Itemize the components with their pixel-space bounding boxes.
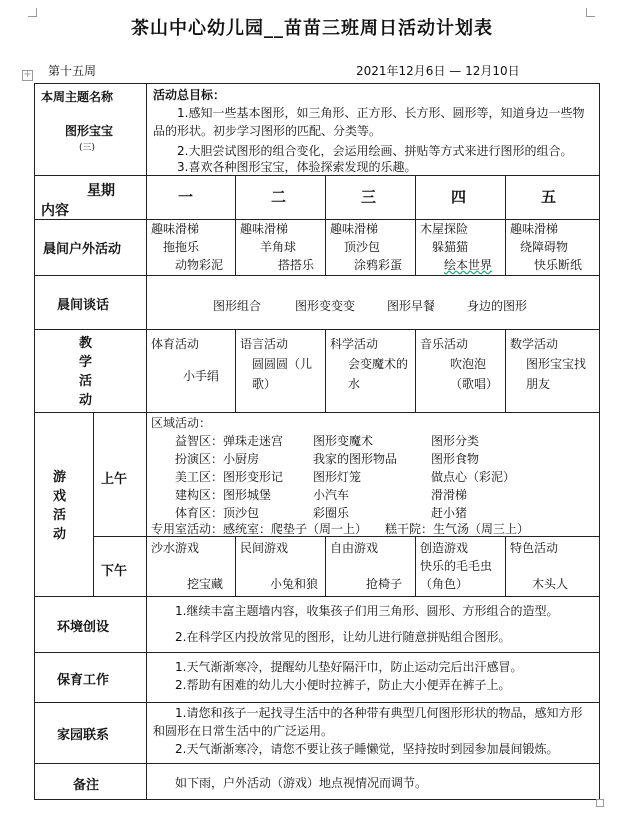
table-resize-handle[interactable] (596, 799, 604, 807)
game-label: 游 戏 活 动 (53, 470, 67, 542)
game-pm-fri: 特色活动 木头人 (510, 541, 569, 591)
theme-name: 图形宝宝 (65, 124, 114, 138)
morning-outdoor-label: 晨间户外活动 (43, 242, 122, 257)
home-contact-label: 家园联系 (57, 728, 110, 743)
outdoor-wed: 趣味滑梯 顶沙包 涂鸦彩蛋 (330, 222, 403, 272)
care-item-1: 1.天气渐渐寒冷，提醒幼儿垫好隔汗巾，防止运动完后出汗感冒。 (175, 660, 523, 674)
teaching-tue: 语言活动 圆圆圆（儿歌） (240, 337, 313, 391)
day-friday: 五 (541, 188, 557, 206)
special-room-activities: 专用室活动：感统室：爬垫子（周一上） 糕干院：生气汤（周三上） (151, 522, 530, 536)
teaching-fri: 数学活动 图形宝宝找朋友 (510, 337, 587, 391)
talk-topic-3: 图形早餐 (387, 299, 436, 313)
weekday-label: 星期 (87, 183, 115, 199)
morning-talk-label: 晨间谈话 (57, 298, 110, 313)
table-move-handle-icon[interactable]: + (23, 69, 32, 80)
weekly-plan-table (34, 83, 600, 800)
day-tuesday: 二 (271, 188, 287, 206)
outdoor-tue: 趣味滑梯 羊角球 搭搭乐 (240, 222, 315, 272)
theme-sub: (三) (79, 143, 96, 153)
teaching-label: 教 学 活 动 (79, 336, 93, 408)
goals-label: 活动总目标： (153, 88, 226, 102)
day-wednesday: 三 (361, 188, 377, 206)
teaching-wed: 科学活动 会变魔术的水 (330, 337, 409, 391)
game-pm-tue: 民间游戏 小兔和狼 (240, 541, 319, 591)
remark-label: 备注 (73, 778, 100, 793)
teaching-mon: 体育活动 小手绢 (151, 337, 220, 383)
outdoor-fri: 趣味滑梯 绕障碍物 快乐断纸 (510, 222, 583, 272)
care-item-2: 2.帮助有困难的幼儿大小便时拉裤子，防止大小便弄在裤子上。 (175, 678, 511, 692)
talk-topic-1: 图形组合 (213, 299, 262, 313)
talk-topic-2: 图形变变变 (295, 299, 356, 313)
area-activities: 益智区：弹珠走迷宫 图形变魔术 图形分类 扮演区：小厨房 我家的图形物品 图形食物 美工区：图形变形记 图形灯笼 做点心（彩泥） 建构区：图形城堡 小汽车 滑滑梯 体育区：顶沙包 彩圈乐 赶小猪 (175, 434, 516, 520)
day-thursday: 四 (451, 188, 467, 206)
remark-text: 如下雨，户外活动（游戏）地点视情况而调节。 (175, 776, 428, 790)
game-pm-thu: 创造游戏 快乐的毛毛虫（角色） (420, 541, 493, 591)
area-activities-title: 区域活动： (151, 416, 212, 430)
home-item-2: 2.天气渐渐寒冷，请您不要让孩子睡懒觉，坚持按时到园参加晨间锻炼。 (175, 742, 559, 756)
date-range: 2021年12月6日 — 12月10日 (356, 64, 520, 78)
environment-item-1: 1.继续丰富主题墙内容，收集孩子们用三角形、圆形、方形组合的造型。 (175, 604, 559, 618)
game-pm-wed: 自由游戏 抢椅子 (330, 541, 403, 591)
theme-label: 本周主题名称 (41, 90, 114, 104)
game-pm-label: 下午 (101, 564, 128, 579)
day-monday: 一 (178, 188, 194, 206)
care-label: 保育工作 (57, 673, 110, 688)
home-item-1: 1.请您和孩子一起找寻生活中的各种带有典型几何图形形状的物品，感知方形和圆形在日常生活中的广泛运用。 (153, 706, 583, 738)
game-pm-mon: 沙水游戏 挖宝藏 (151, 541, 224, 591)
game-am-label: 上午 (101, 472, 128, 487)
goal-item-1: 1.感知一些基本图形，如三角形、正方形、长方形、圆形等，知道身边一些物品的形状。初步学习图形的匹配、分类等。 (153, 106, 585, 138)
content-label: 内容 (41, 203, 69, 219)
goal-item-2: 2.大胆尝试图形的组合变化，会运用绘画、拼贴等方式来进行图形的组合。 (177, 144, 573, 158)
outdoor-mon: 趣味滑梯 拖拖乐 动物彩泥 (151, 222, 224, 272)
week-number: 第十五周 (48, 64, 97, 78)
environment-label: 环境创设 (57, 620, 110, 635)
page-title: 茶山中心幼儿园__苗苗三班周日活动计划表 (131, 18, 493, 39)
talk-topic-4: 身边的图形 (467, 299, 528, 313)
outdoor-thu: 木屋探险 躲猫猫 绘本世界 (420, 222, 493, 272)
goal-item-3: 3.喜欢各种图形宝宝，体验探索发现的乐趣。 (177, 160, 417, 174)
environment-item-2: 2.在科学区内投放常见的图形，让幼儿进行随意拼贴组合图形。 (175, 630, 511, 644)
teaching-thu: 音乐活动 吹泡泡（歌唱） (420, 337, 499, 391)
